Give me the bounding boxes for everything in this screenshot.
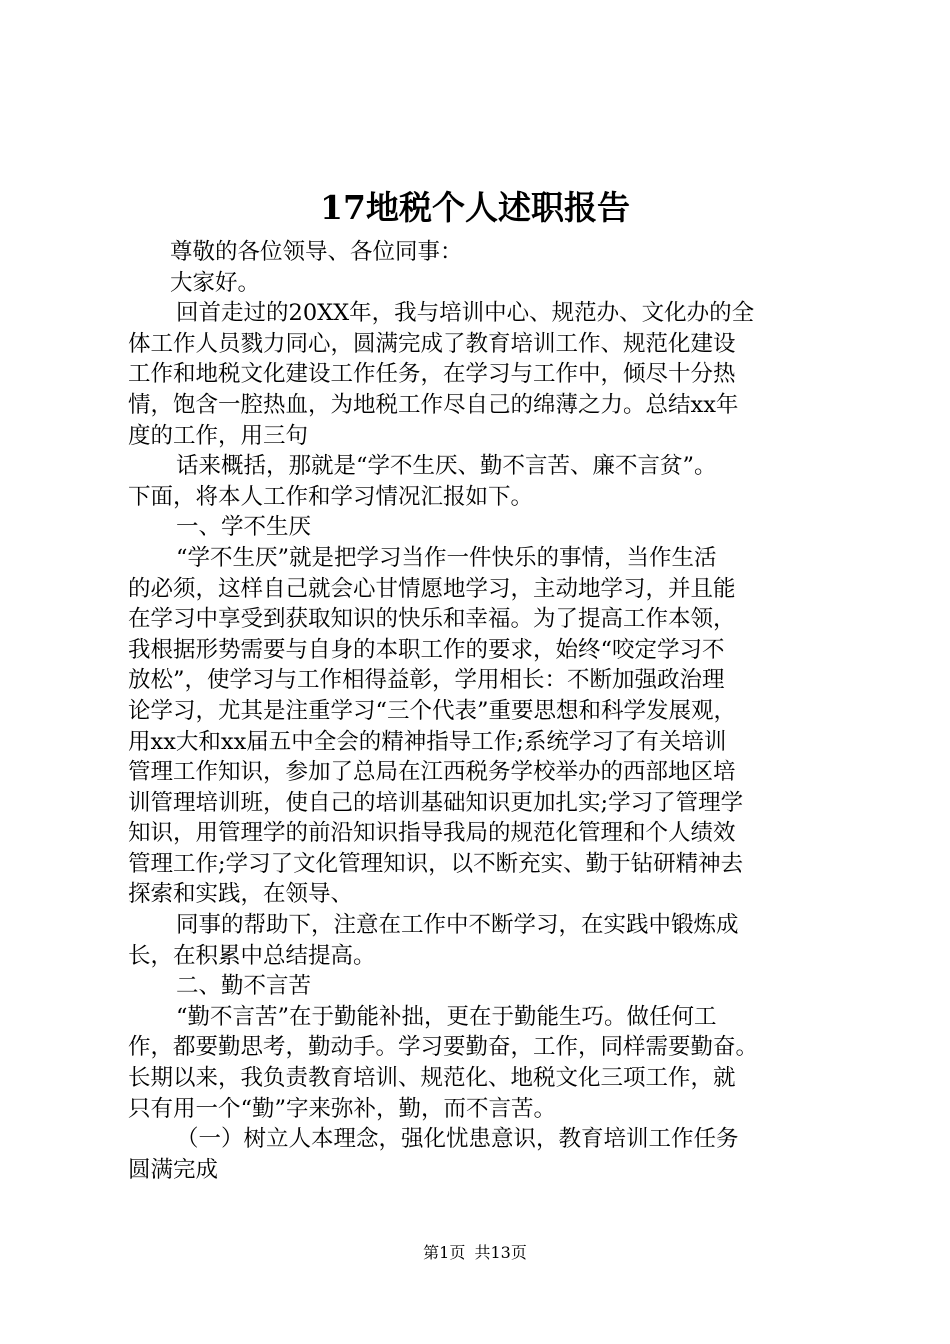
paragraph-line: 知识，用管理学的前沿知识指导我局的规范化管理和个人绩效: [128, 820, 736, 847]
paragraph-line: 度的工作，用三句: [128, 422, 309, 449]
paragraph-line: 在学习中享受到获取知识的快乐和幸福。为了提高工作本领，: [128, 606, 736, 633]
paragraph-line: 探索和实践，在领导、: [128, 881, 354, 908]
paragraph-line: 的必须，这样自己就会心甘情愿地学习，主动地学习，并且能: [128, 575, 736, 602]
document-title: 17地税个人述职报告: [320, 188, 630, 227]
page-number: 第1页: [423, 1243, 466, 1262]
paragraph-line: 放松”，使学习与工作相得益彰，学用相长：不断加强政治理: [128, 667, 725, 694]
salutation: 尊敬的各位领导、各位同事：: [170, 239, 463, 265]
greeting: 大家好。: [170, 269, 261, 296]
paragraph-line: 长期以来，我负责教育培训、规范化、地税文化三项工作，就: [128, 1065, 736, 1092]
subsection-heading: （一）树立人本理念，强化忧患意识，教育培训工作任务: [176, 1126, 739, 1153]
paragraph-line: 工作和地税文化建设工作任务，在学习与工作中，倾尽十分热: [128, 361, 736, 388]
paragraph-line: 长，在积累中总结提高。: [128, 942, 376, 969]
page-total: 共13页: [474, 1243, 527, 1262]
paragraph-line: 圆满完成: [128, 1156, 219, 1183]
paragraph-line: “学不生厌”就是把学习当作一件快乐的事情，当作生活: [176, 544, 717, 571]
paragraph-line: 作，都要勤思考，勤动手。学习要勤奋，工作，同样需要勤奋。: [128, 1034, 759, 1061]
page-footer: [0, 1242, 950, 1264]
paragraph-line: “勤不言苦”在于勤能补拙，更在于勤能生巧。做任何工: [176, 1003, 717, 1030]
paragraph-line: 下面，将本人工作和学习情况汇报如下。: [128, 483, 534, 510]
paragraph-line: 用xx大和xx届五中全会的精神指导工作;系统学习了有关培训: [128, 728, 727, 755]
paragraph-line: 只有用一个“勤”字来弥补，勤，而不言苦。: [128, 1095, 557, 1122]
paragraph-line: 管理工作知识，参加了总局在江西税务学校举办的西部地区培: [128, 759, 736, 786]
document-body: [128, 237, 840, 1185]
section-heading: 二、勤不言苦: [176, 973, 312, 1000]
paragraph-line: 论学习，尤其是注重学习“三个代表”重要思想和科学发展观，: [128, 697, 737, 724]
paragraph-line: 管理工作;学习了文化管理知识，以不断充实、勤于钻研精神去: [128, 850, 744, 877]
paragraph-line: 我根据形势需要与自身的本职工作的要求，始终“咬定学习不: [128, 636, 725, 663]
paragraph-line: 回首走过的20XX年，我与培训中心、规范办、文化办的全: [176, 300, 755, 327]
paragraph-line: 训管理培训班，使自己的培训基础知识更加扎实;学习了管理学: [128, 789, 744, 816]
paragraph-line: 话来概括，那就是“学不生厌、勤不言苦、廉不言贫”。: [176, 453, 717, 480]
section-heading: 一、学不生厌: [176, 514, 312, 541]
paragraph-line: 同事的帮助下，注意在工作中不断学习，在实践中锻炼成: [176, 912, 739, 939]
paragraph-line: 体工作人员戮力同心，圆满完成了教育培训工作、规范化建设: [128, 330, 736, 357]
paragraph-line: 情，饱含一腔热血，为地税工作尽自己的绵薄之力。总结xx年: [128, 391, 739, 418]
